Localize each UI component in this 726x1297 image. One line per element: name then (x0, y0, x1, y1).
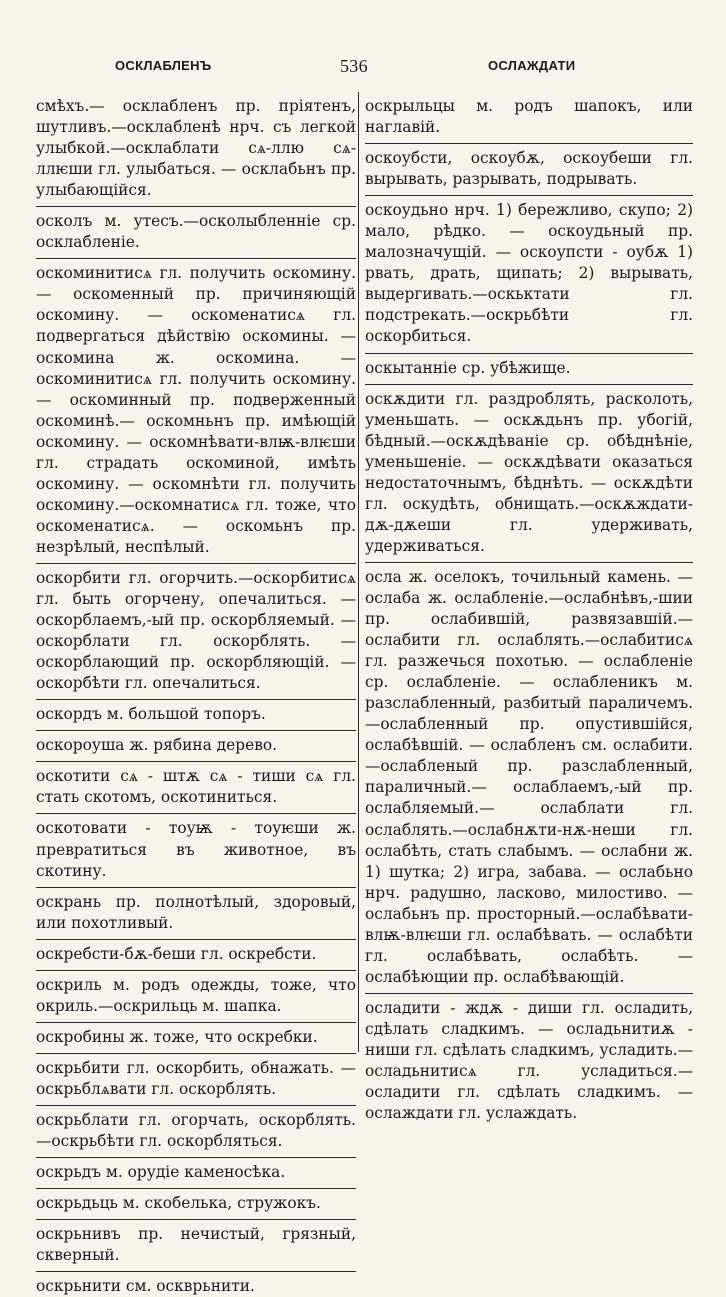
column-divider (358, 92, 359, 1052)
entry: оскрьнивъ пр. нечистый, грязный, скверный. (36, 1219, 356, 1266)
entry: оскрьдъ м. орудіе каменосѣка. (36, 1157, 356, 1183)
left-column (36, 96, 356, 1296)
entry: осладити - ждѫ - диши гл. осладить, сдѣлать сладкимъ. — осладьнитиѫ - ниши гл. сдѣлать сладкимъ, усладить.—осладьнитисѧ гл. усладиться.—осладити гл. сдѣлать сладкимъ. — ослаждати гл. услаждать. (365, 993, 693, 1124)
entry: оскрьдьць м. скобелька, стружокъ. (36, 1188, 356, 1214)
entry: оскриль м. родъ одежды, тоже, что окриль.—оскрильць м. шапка. (36, 970, 356, 1017)
entry: оскороуша ж. рябина дерево. (36, 730, 356, 756)
entry: осколъ м. утесъ.—осколыбленніе ср. осклабленіе. (36, 206, 356, 253)
entry: оскрыльцы м. родъ шапокъ, или наглавій. (365, 97, 693, 137)
entry: оскрань пр. полнотѣлый, здоровый, или похотливый. (36, 887, 356, 934)
entry: оскоубсти, оскоубѫ, оскоубеши гл. вырывать, разрывать, подрывать. (365, 143, 693, 190)
entry: оскордъ м. большой топоръ. (36, 699, 356, 725)
entry: смѣхъ.— осклабленъ пр. пріятенъ, шутливъ.—осклабленѣ нрч. съ легкой улыбкой.—осклаблати сѧ-ллю сѧ-ллѥши гл. улыбаться. — осклабьнъ пр. улыбающійся. (36, 97, 356, 200)
entry: оскоудьно нрч. 1) бережливо, скупо; 2) мало, рѣдко. — оскоудьный пр. малозначущій. — оскоупсти - оубѫ 1) рвать, драть, щипать; 2) вырывать, выдергивать.—оскьктати гл. подстрекать.—оскрьбѣти гл. оскорбиться. (365, 195, 693, 347)
running-head-left: ОСКЛАБЛЕНЪ (115, 58, 212, 73)
entry: оскрьбити гл. оскорбить, обнажать. —оскрьблѧвати гл. оскорблять. (36, 1053, 356, 1100)
entry: оскотити сѧ - штѫ сѧ - тиши сѧ гл. стать скотомъ, оскотиниться. (36, 761, 356, 808)
entry: оскытанніе ср. убѣжище. (365, 353, 693, 379)
entry: осла ж. оселокъ, точильный камень. —ослаба ж. ослабленіе.—ослабнѣвъ,-шии пр. ослабившій, развязавшій.—ослабити гл. ослаблять.—ослабитисѧ гл. разжечься похотью. — ослабленіе ср. ослабленіе. — ослабленикъ м. разслабленный, разбитый параличемъ.—ослабленный пр. опустившійся, ослабѣвшій. — ослабленъ см. ослабити.—ослабленый пр. разслабленный, параличный.— ослаблаемъ,-ый пр. ослабляемый.— ослаблати гл. ослаблять.—ослабнѫти-нѫ-неши гл. ослабѣть, стать слабымъ. — ослабни ж. 1) шутка; 2) игра, забава. — ослабьно нрч. радушно, ласково, милостиво. — ослабьнъ пр. просторный.—ослабѣвати-влѭ-влѥши гл. ослабѣвать. — ослабѣти гл. ослабѣвать, ослабѣть. — ослабѣющии пр. ослабѣвающій. (365, 562, 693, 988)
entry: оскотовати - тоуѭ - тоуѥши ж. превратиться въ животное, въ скотину. (36, 813, 356, 881)
page-number: 536 (340, 56, 368, 76)
entry: оскѫдити гл. раздроблять, расколоть, уменьшать. — оскѫдьнъ пр. убогій, бѣдный.—оскѫдѣваніе ср. обѣднѣніе, уменьшеніе. — оскѫдѣвати оказаться недостаточнымъ, бѣднѣть. — оскѫдѣти гл. оскудѣть, обнищать.—оскѫждати-дѫ-дѫеши гл. удерживать, удерживаться. (365, 384, 693, 557)
entry: оскоминитисѧ гл. получить оскомину. — оскоменный пр. причиняющій оскомину. — оскоменатисѧ гл. подвергаться дѣйствію оскомины. —оскомина ж. оскомина. — оскоминитисѧ гл. получить оскомину. — оскоминный пр. подверженный оскоминѣ.— оскомньнъ пр. имѣющій оскомину. — оскомнѣвати-влѭ-влѥши гл. страдать оскоминой, имѣть оскомину. — оскомнѣти гл. получить оскомину.—оскомнатисѧ гл. тоже, что оскоменатисѧ. — оскомьнъ пр. незрѣлый, неспѣлый. (36, 258, 356, 558)
right-column (365, 96, 693, 1146)
entry: оскробины ж. тоже, что оскребки. (36, 1022, 356, 1048)
running-head-right: ОСЛАЖДАТИ (488, 58, 576, 73)
entry: оскребсти-бѫ-беши гл. оскребсти. (36, 939, 356, 965)
entry: оскорбити гл. огорчить.—оскорбитисѧ гл. быть огорчену, опечалиться. —оскорблаемъ,-ый пр. оскорбляемый. — оскорблати гл. оскорблять. — оскорблающий пр. оскорбляющій. — оскорбѣти гл. опечалиться. (36, 563, 356, 694)
entry: оскрьблати гл. огорчать, оскорблять. —оскрьбѣти гл. оскорбляться. (36, 1105, 356, 1152)
entry: оскрьнити см. оскврьнити. (36, 1271, 356, 1297)
